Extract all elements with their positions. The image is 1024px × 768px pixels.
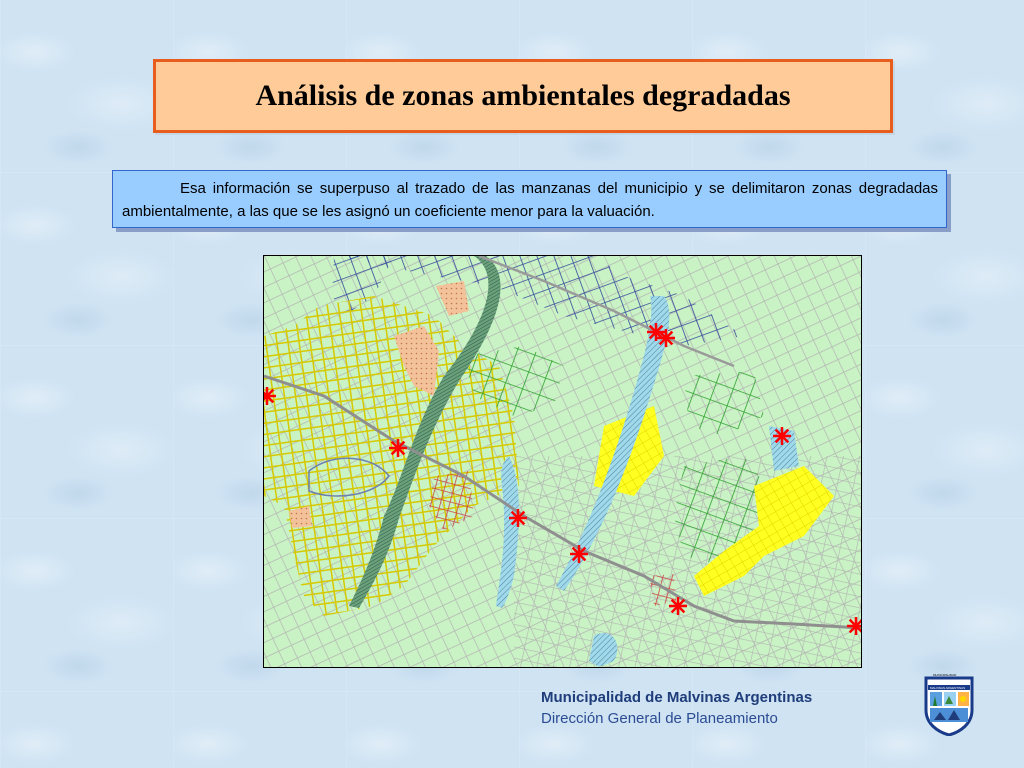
degraded-zone-4 [570,545,588,563]
municipal-shield-logo [920,672,978,736]
info-text: Esa información se superpuso al trazado de las manzanas del municipio y se delimitaron zonas degradadas ambientalmente, a las que se les asignó un coeficiente menor para la valuación. [122,180,938,220]
logo-top-text: MUNICIPALIDAD [933,673,957,677]
map-canvas [264,256,861,667]
slide-title-box [153,59,893,133]
degraded-zones-map [263,255,862,668]
info-text-box [112,170,947,228]
degraded-zone-2 [389,439,407,457]
logo-band-text: MALVINAS ARGENTINAS [930,686,966,690]
slide-title: Análisis de zonas ambientales degradadas [255,79,791,112]
footer-organization: Municipalidad de Malvinas Argentinas [541,689,813,706]
footer-department: Dirección General de Planeamiento [541,710,778,727]
degraded-zone-8 [773,427,791,445]
degraded-zone-7 [657,329,675,347]
logo-graphic [920,672,978,736]
degraded-zone-5 [669,597,687,615]
degraded-zone-3 [509,509,527,527]
